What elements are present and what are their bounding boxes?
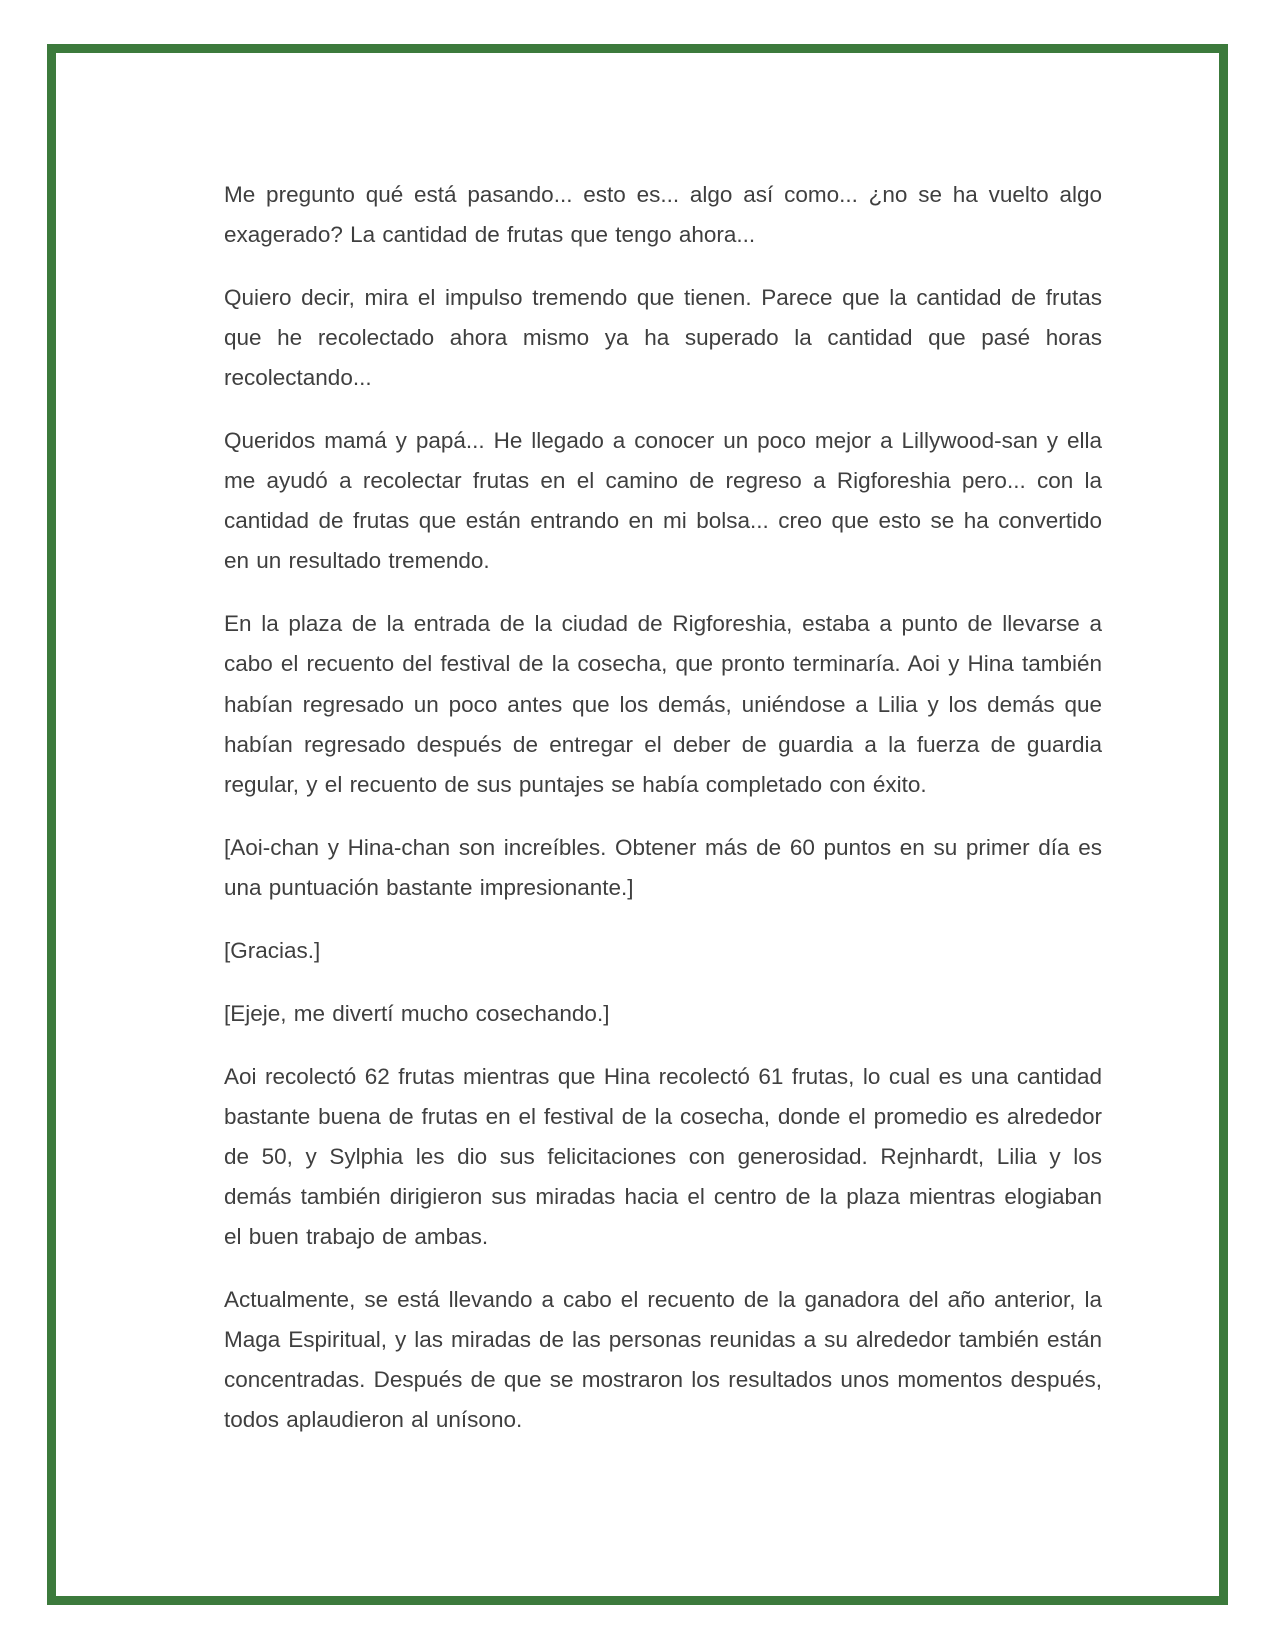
text-content [224, 175, 1102, 1440]
paragraph: Me pregunto qué está pasando... esto es... algo así como... ¿no se ha vuelto algo exagerado? La cantidad de frutas que tengo ahora... [224, 182, 1102, 248]
page-border-frame [47, 44, 1228, 1605]
paragraph: Queridos mamá y papá... He llegado a conocer un poco mejor a Lillywood-san y ella me ayudó a recolectar frutas en el camino de regreso a Rigforeshia pero... con la cantidad de frutas que están entrando en mi bolsa... creo que esto se ha convertido en un resultado tremendo. [224, 428, 1102, 574]
paragraph-dialogue: [Ejeje, me divertí mucho cosechando.] [224, 1000, 610, 1026]
paragraph: Quiero decir, mira el impulso tremendo que tienen. Parece que la cantidad de frutas que he recolectado ahora mismo ya ha superado la cantidad que pasé horas recolectando... [224, 285, 1102, 391]
paragraph: Aoi recolectó 62 frutas mientras que Hina recolectó 61 frutas, lo cual es una cantidad bastante buena de frutas en el festival de la cosecha, donde el promedio es alrededor de 50, y Sylphia les dio sus felicitaciones con generosidad. Rejnhardt, Lilia y los demás también dirigieron sus miradas hacia el centro de la plaza mientras elogiaban el buen trabajo de ambas. [224, 1063, 1102, 1250]
paragraph-dialogue: [Gracias.] [224, 937, 321, 963]
paragraph: Actualmente, se está llevando a cabo el recuento de la ganadora del año anterior, la Maga Espiritual, y las miradas de las personas reunidas a su alrededor también están concentradas. Después de que se mostraron los resultados unos momentos después, todos aplaudieron al unísono. [224, 1287, 1102, 1433]
paragraph: En la plaza de la entrada de la ciudad de Rigforeshia, estaba a punto de llevarse a cabo el recuento del festival de la cosecha, que pronto terminaría. Aoi y Hina también habían regresado un poco antes que los demás, uniéndose a Lilia y los demás que habían regresado después de entregar el deber de guardia a la fuerza de guardia regular, y el recuento de sus puntajes se había completado con éxito. [224, 611, 1102, 797]
paragraph-dialogue: [Aoi-chan y Hina-chan son increíbles. Obtener más de 60 puntos en su primer día es una puntuación bastante impresionante.] [224, 834, 1102, 900]
